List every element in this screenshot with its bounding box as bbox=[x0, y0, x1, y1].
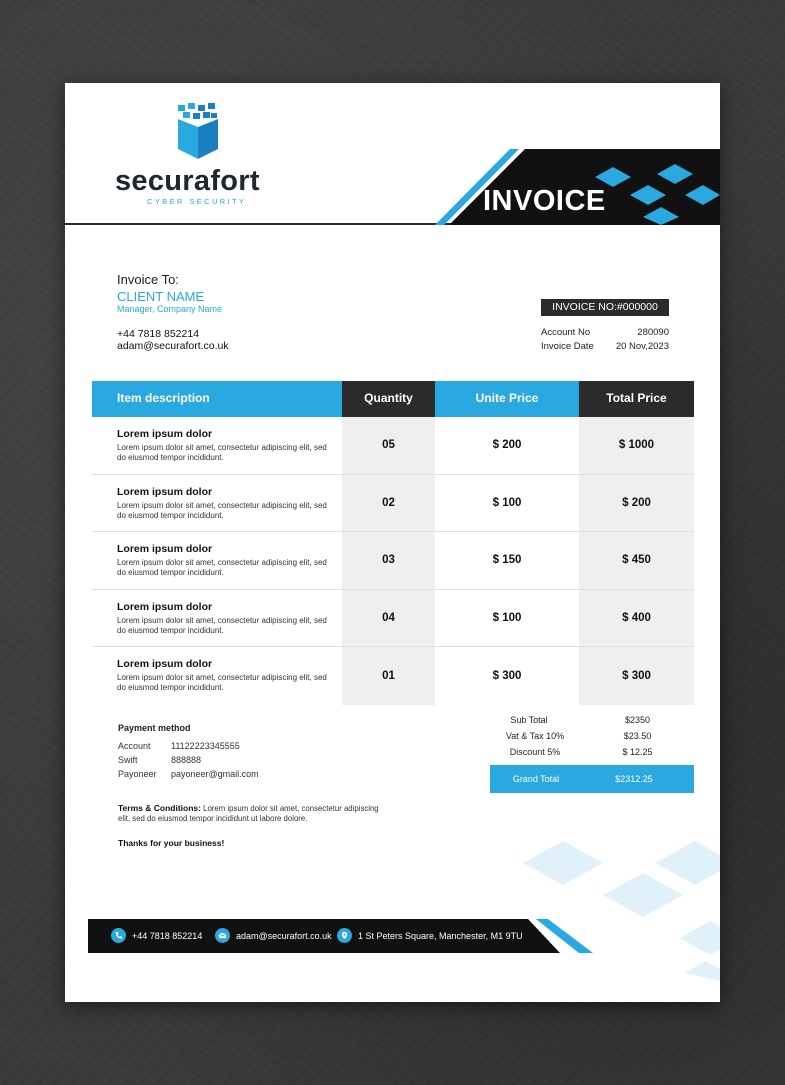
subtotal-value: $2350 bbox=[624, 715, 651, 725]
brand-name: securafort bbox=[115, 165, 260, 197]
payment-swift-label: Swift bbox=[118, 755, 138, 765]
payment-payoneer-value: payoneer@gmail.com bbox=[171, 769, 259, 779]
decorative-diamonds bbox=[505, 833, 720, 993]
item-description: Lorem ipsum dolor sit amet, consectetur adipiscing elit, sed do eiusmod tempor incididunt. bbox=[117, 558, 327, 577]
item-unit-price: $ 100 bbox=[492, 611, 522, 624]
footer-phone-text: +44 7818 852214 bbox=[132, 930, 203, 941]
payment-method-title: Payment method bbox=[118, 723, 191, 733]
thanks-note: Thanks for your business! bbox=[118, 838, 225, 848]
item-quantity: 04 bbox=[382, 611, 395, 624]
item-quantity: 02 bbox=[382, 496, 395, 509]
invoice-date-value: 20 Nov,2023 bbox=[615, 341, 669, 352]
item-unit-price: $ 150 bbox=[492, 554, 522, 567]
castle-logo-icon bbox=[175, 103, 221, 159]
invoice-to-label: Invoice To: bbox=[117, 272, 179, 287]
items-table bbox=[92, 381, 694, 705]
table-row bbox=[92, 647, 694, 705]
discount-label: Discount 5% bbox=[509, 747, 561, 757]
terms-label: Terms & Conditions: bbox=[118, 803, 201, 813]
footer-address bbox=[337, 928, 523, 943]
item-total-price: $ 300 bbox=[622, 669, 651, 682]
account-no-value: 280090 bbox=[637, 327, 669, 338]
item-title: Lorem ipsum dolor bbox=[117, 485, 213, 498]
phone-icon bbox=[111, 928, 126, 943]
item-title: Lorem ipsum dolor bbox=[117, 600, 213, 613]
invoice-number: INVOICE NO:#000000 bbox=[541, 299, 669, 316]
item-unit-price: $ 300 bbox=[492, 669, 522, 682]
payment-account-label: Account bbox=[118, 741, 151, 751]
item-description: Lorem ipsum dolor sit amet, consectetur adipiscing elit, sed do eiusmod tempor incididunt. bbox=[117, 615, 327, 635]
invoice-title: INVOICE bbox=[483, 185, 606, 217]
footer-email bbox=[215, 928, 332, 943]
grand-total-value: $2312.25 bbox=[615, 774, 653, 784]
footer-address-text: 1 St Peters Square, Manchester, M1 9TU bbox=[358, 930, 523, 941]
account-no-label: Account No bbox=[541, 327, 591, 338]
header-total-price: Total Price bbox=[579, 381, 694, 417]
item-description: Lorem ipsum dolor sit amet, consectetur adipiscing elit, sed do eiusmod tempor incididunt. bbox=[117, 673, 327, 692]
footer-phone bbox=[111, 928, 202, 943]
item-quantity: 03 bbox=[382, 554, 395, 567]
item-total-price: $ 400 bbox=[622, 611, 651, 624]
header-unit-price: Unite Price bbox=[435, 381, 579, 417]
item-total-price: $ 200 bbox=[622, 496, 651, 509]
item-total-price: $ 1000 bbox=[618, 439, 655, 452]
terms-text: Lorem ipsum dolor sit amet, consectetur adipiscing elit, sed do eiusmod tempor incididunt ut labore dolore. bbox=[118, 804, 379, 823]
email-icon bbox=[215, 928, 230, 943]
footer-email-text: adam@securafort.co.uk bbox=[236, 930, 332, 941]
vat-label: Vat & Tax 10% bbox=[505, 731, 565, 741]
item-description: Lorem ipsum dolor sit amet, consectetur adipiscing elit, sed do eiusmod tempor incididunt. bbox=[117, 443, 327, 462]
item-total-price: $ 450 bbox=[622, 554, 651, 567]
item-title: Lorem ipsum dolor bbox=[117, 543, 213, 555]
vat-value: $23.50 bbox=[623, 731, 652, 741]
item-unit-price: $ 100 bbox=[492, 496, 522, 509]
client-name: CLIENT NAME bbox=[117, 289, 205, 304]
table-row bbox=[92, 475, 694, 533]
terms-conditions bbox=[118, 803, 388, 824]
header-quantity: Quantity bbox=[342, 381, 435, 417]
item-description: Lorem ipsum dolor sit amet, consectetur adipiscing elit, sed do eiusmod tempor incididunt. bbox=[117, 500, 327, 520]
payment-swift-value: 888888 bbox=[171, 755, 202, 765]
grand-total-box bbox=[490, 765, 694, 793]
client-subtitle: Manager, Company Name bbox=[117, 304, 223, 314]
item-unit-price: $ 200 bbox=[492, 439, 522, 452]
item-quantity: 01 bbox=[382, 669, 395, 682]
subtotal-label: Sub Total bbox=[510, 715, 548, 725]
header-item-description: Item description bbox=[92, 381, 342, 417]
table-row bbox=[92, 590, 694, 648]
grand-total-label: Grand Total bbox=[512, 774, 560, 784]
payment-payoneer-label: Payoneer bbox=[118, 769, 157, 779]
invoice-date-label: Invoice Date bbox=[541, 341, 594, 352]
item-title: Lorem ipsum dolor bbox=[117, 658, 213, 670]
item-title: Lorem ipsum dolor bbox=[117, 428, 213, 440]
client-email: adam@securafort.co.uk bbox=[117, 340, 229, 352]
item-quantity: 05 bbox=[382, 439, 395, 452]
table-row bbox=[92, 417, 694, 475]
payment-account-value: 11122223345555 bbox=[171, 741, 240, 751]
brand-tagline: CYBER SECURITY bbox=[147, 197, 247, 206]
discount-value: $ 12.25 bbox=[622, 747, 653, 757]
table-body bbox=[92, 417, 694, 705]
table-header bbox=[92, 381, 694, 417]
client-phone: +44 7818 852214 bbox=[117, 328, 200, 340]
invoice-page bbox=[65, 83, 720, 1002]
table-row bbox=[92, 532, 694, 590]
location-icon bbox=[337, 928, 352, 943]
